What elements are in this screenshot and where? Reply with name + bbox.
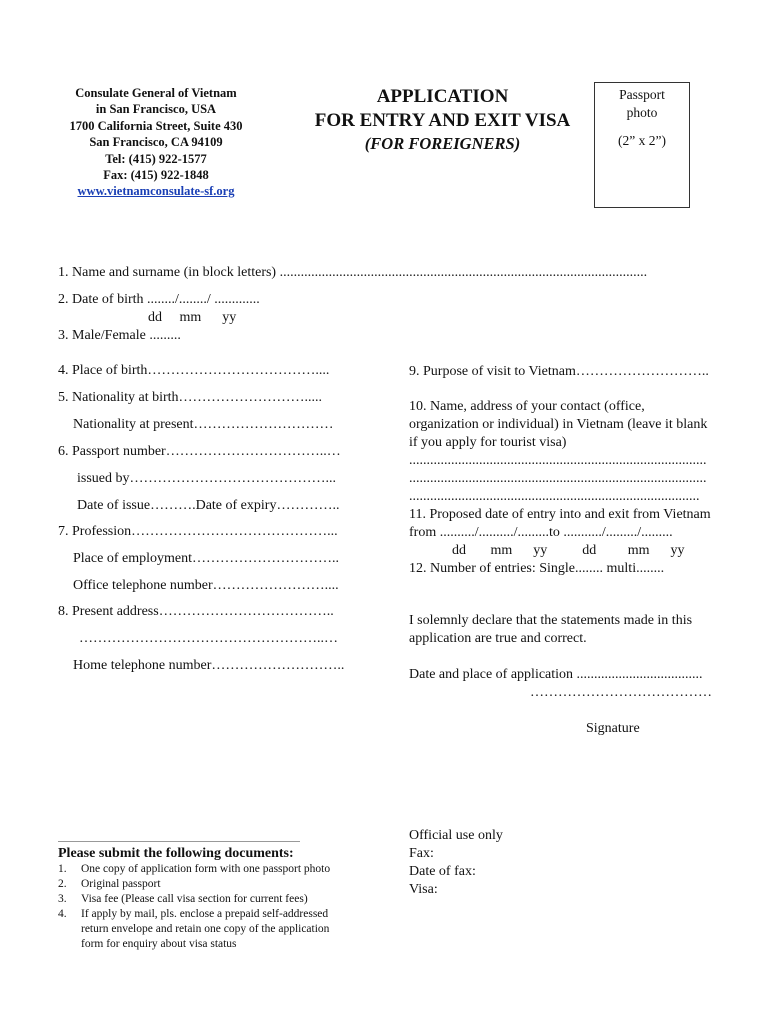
submit-heading: Please submit the following documents: bbox=[58, 846, 294, 861]
official-date-of-fax-label: Date of fax: bbox=[409, 864, 476, 879]
official-visa-label: Visa: bbox=[409, 882, 438, 897]
consulate-website-link[interactable]: www.vietnamconsulate-sf.org bbox=[77, 184, 235, 199]
list-item: 2. Original passport bbox=[58, 878, 161, 890]
field-nationality-present[interactable]: Nationality at present………………………… bbox=[73, 417, 334, 432]
field-purpose-of-visit[interactable]: 9. Purpose of visit to Vietnam……………………….. bbox=[409, 364, 709, 379]
list-item-continued: form for enquiry about visa status bbox=[81, 938, 237, 950]
field-entry-exit-label: 11. Proposed date of entry into and exit from Vietnam bbox=[409, 507, 711, 522]
consulate-line: Fax: (415) 922-1848 bbox=[103, 168, 209, 183]
field-sex[interactable]: 3. Male/Female ......... bbox=[58, 328, 181, 343]
field-contact-label-1: 10. Name, address of your contact (office, bbox=[409, 399, 645, 414]
signature-label: Signature bbox=[586, 721, 640, 736]
field-present-address-continued[interactable]: ……………………………………………..… bbox=[79, 631, 338, 646]
field-place-of-birth[interactable]: 4. Place of birth……………………………….... bbox=[58, 363, 330, 378]
form-title bbox=[290, 85, 595, 155]
field-passport-issued-by[interactable]: issued by……………………………………... bbox=[77, 471, 336, 486]
submit-document-list bbox=[58, 862, 398, 952]
consulate-line: 1700 California Street, Suite 430 bbox=[69, 118, 243, 133]
declaration-line-1: I solemnly declare that the statements made in this bbox=[409, 613, 693, 628]
consulate-line: San Francisco, CA 94109 bbox=[89, 135, 223, 150]
list-item: 1. One copy of application form with one passport photo bbox=[58, 863, 331, 875]
field-profession[interactable]: 7. Profession……………………………………... bbox=[58, 524, 338, 539]
field-contact-line-1[interactable]: ..................................................................................... bbox=[409, 453, 707, 468]
list-item-continued: return envelope and retain one copy of the application bbox=[81, 923, 330, 935]
field-contact-label-3: if you apply for tourist visa) bbox=[409, 435, 567, 450]
consulate-line: in San Francisco, USA bbox=[95, 102, 217, 117]
photo-label-1: Passport bbox=[619, 87, 665, 102]
consulate-address-block bbox=[48, 85, 264, 200]
field-nationality-at-birth[interactable]: 5. Nationality at birth………………………..... bbox=[58, 390, 323, 405]
field-place-of-employment[interactable]: Place of employment………………………….. bbox=[73, 551, 339, 566]
field-name[interactable]: 1. Name and surname (in block letters) ......................................................................................................... bbox=[58, 265, 648, 280]
field-date-place-continued[interactable]: ………………………………… bbox=[530, 685, 712, 700]
photo-size: (2” x 2”) bbox=[618, 133, 666, 148]
list-item: 3. Visa fee (Please call visa section for current fees) bbox=[58, 893, 308, 905]
field-date-place-of-application[interactable]: Date and place of application .................................... bbox=[409, 667, 703, 682]
field-entry-exit-dates[interactable]: from ........../........../.........to .........../........./......... bbox=[409, 525, 673, 540]
field-present-address[interactable]: 8. Present address……………………………….. bbox=[58, 604, 334, 619]
declaration-line-2: application are true and correct. bbox=[409, 631, 587, 646]
consulate-line: Consulate General of Vietnam bbox=[75, 86, 237, 100]
field-contact-line-2[interactable]: ..................................................................................... bbox=[409, 471, 707, 486]
field-number-of-entries[interactable]: 12. Number of entries: Single........ multi........ bbox=[409, 561, 665, 576]
official-use-block bbox=[409, 827, 503, 899]
field-passport-number[interactable]: 6. Passport number……………………………..… bbox=[58, 444, 341, 459]
list-item: 4. If apply by mail, pls. enclose a prepaid self-addressed bbox=[58, 908, 329, 920]
field-contact-line-3[interactable]: ................................................................................... bbox=[409, 489, 700, 504]
field-passport-dates[interactable]: Date of issue……….Date of expiry………….. bbox=[77, 498, 340, 513]
dob-format-hint: dd mm yy bbox=[148, 310, 237, 325]
passport-photo-box bbox=[594, 82, 690, 208]
title-line-3: (FOR FOREIGNERS) bbox=[364, 134, 521, 153]
consulate-line: Tel: (415) 922-1577 bbox=[105, 151, 207, 166]
title-line-2: FOR ENTRY AND EXIT VISA bbox=[314, 110, 571, 131]
official-fax-label: Fax: bbox=[409, 846, 434, 861]
title-line-1: APPLICATION bbox=[376, 86, 509, 107]
photo-label-2: photo bbox=[626, 105, 658, 120]
divider-line bbox=[58, 841, 300, 842]
field-home-telephone[interactable]: Home telephone number……………………….. bbox=[73, 658, 345, 673]
field-date-of-birth[interactable]: 2. Date of birth ......../......../ ............. bbox=[58, 292, 260, 307]
entry-exit-format-hint: dd mm yy dd mm yy bbox=[452, 543, 685, 558]
field-office-telephone[interactable]: Office telephone number…………………….... bbox=[73, 578, 339, 593]
official-use-label: Official use only bbox=[409, 828, 503, 843]
field-contact-label-2: organization or individual) in Vietnam (leave it blank bbox=[409, 417, 708, 432]
